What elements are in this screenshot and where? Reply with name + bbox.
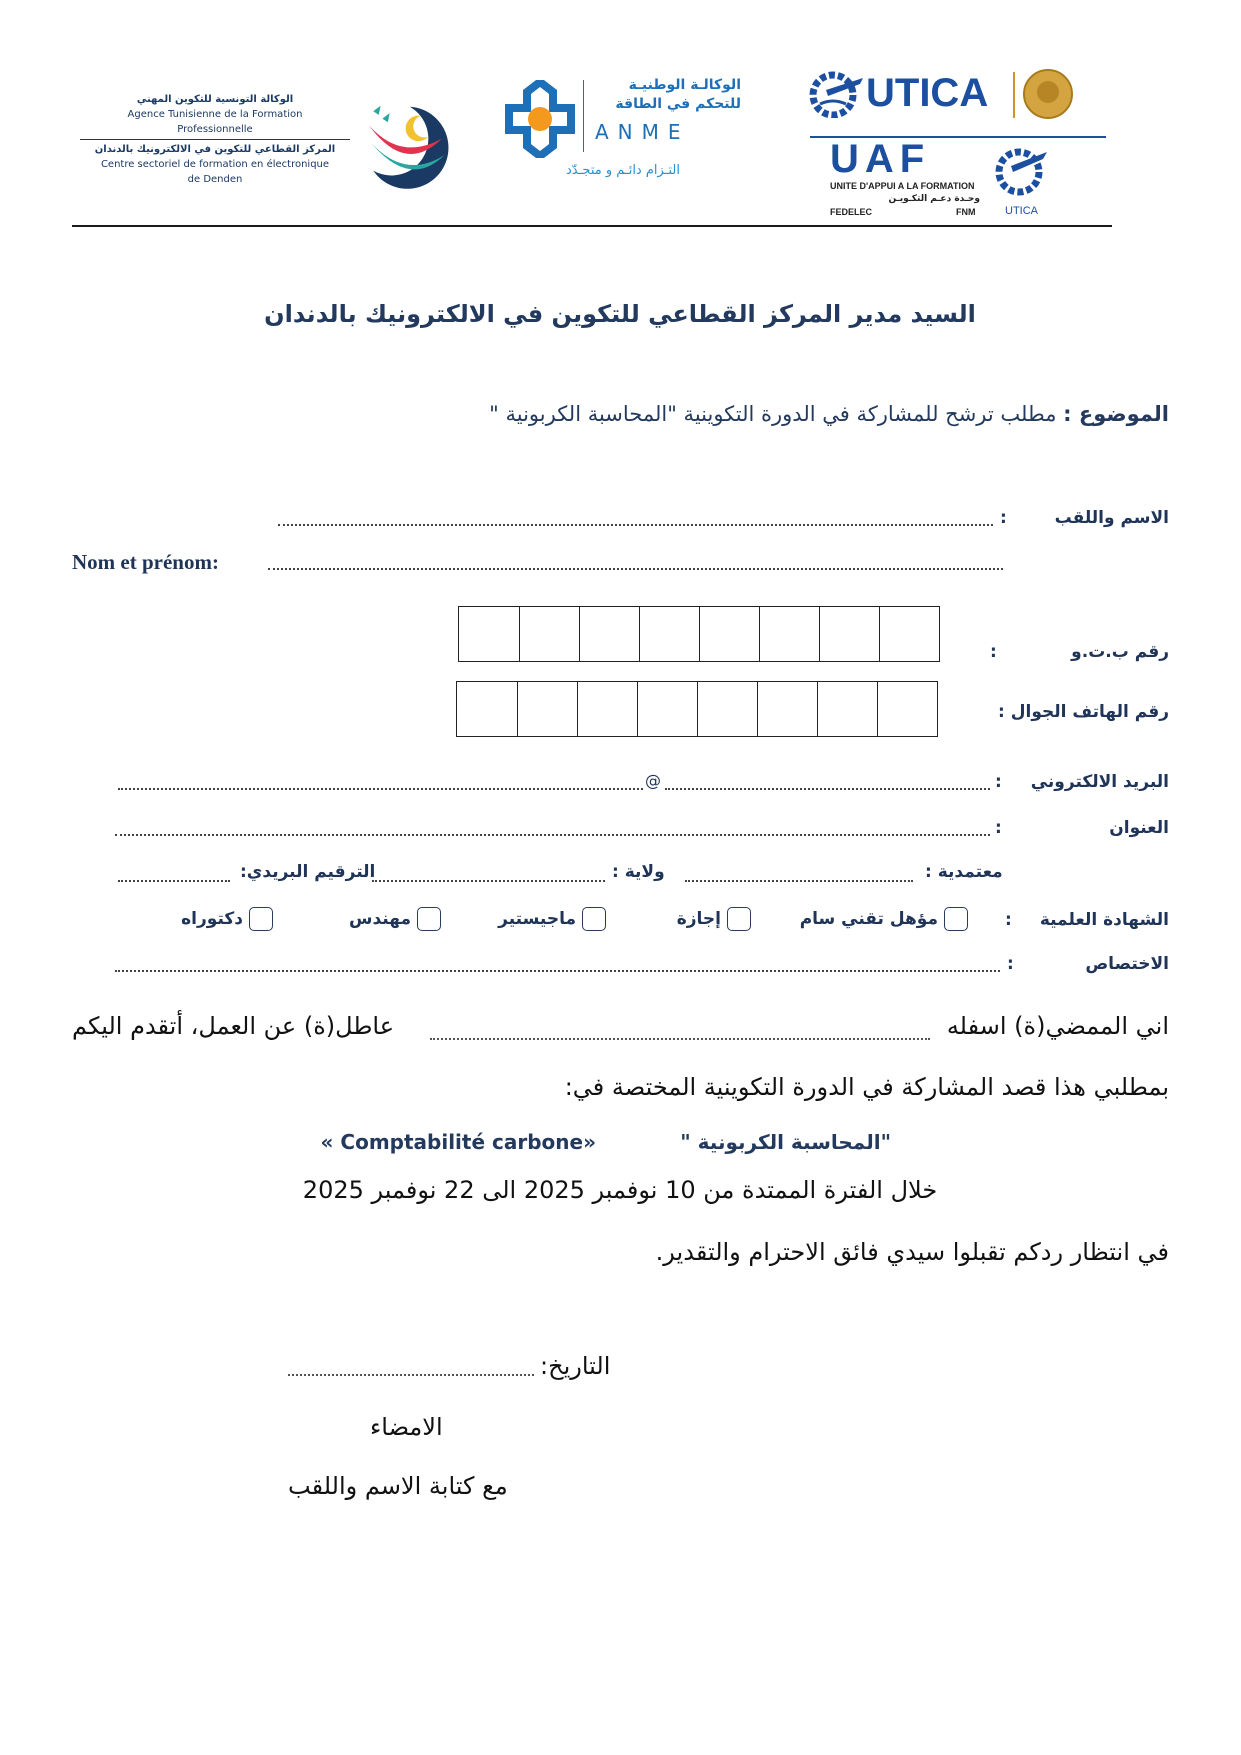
email-label: البريد الالكتروني [1030,772,1169,792]
phone-digit-box[interactable] [637,682,697,736]
degree-option-engineer[interactable] [349,907,441,931]
degree-colon: : [1005,910,1012,930]
utica-gear-small-icon [993,142,1049,198]
logo-left-line4: المركز القطاعي للتكوين في الالكترونيك بالدندان [94,144,336,155]
logo-left-line1: الوكالة التونسية للتكوين المهني [136,94,294,105]
governorate-label: ولاية : [612,862,665,882]
checkbox-licence[interactable] [727,907,751,931]
cin-digit-box[interactable] [759,607,819,661]
subject-text: مطلب ترشح للمشاركة في الدورة التكوينية "المحاسبة الكربونية " [489,402,1057,426]
phone-digit-box[interactable] [757,682,817,736]
declaration-name-field[interactable] [430,1036,930,1040]
phone-digit-box[interactable] [817,682,877,736]
checkbox-engineer[interactable] [417,907,441,931]
phone-label: رقم الهاتف الجوال : [998,702,1169,722]
anme-name-line1: الوكالـة الوطنيـة [628,77,741,93]
degree-master-label: ماجيستير [498,909,576,929]
anme-slogan: التـزام دائـم و متجـدّد [566,163,680,178]
fedelec-label: FEDELEC [830,207,873,217]
signature-label: الامضاء [370,1413,443,1441]
course-period: خلال الفترة الممتدة من 10 نوفمبر 2025 الى 22 نوفمبر 2025 [302,1176,938,1204]
degree-licence-label: إجازة [676,909,721,929]
recipient-heading: السيد مدير المركز القطاعي للتكوين في الالكترونيك بالدندان [264,300,976,328]
postal-code-label: الترقيم البريدي: [240,862,376,882]
delegation-label: معتمدية : [925,862,1003,882]
name-ar-colon: : [1000,508,1007,528]
declaration-line-end: عاطل(ة) عن العمل، أتقدم اليكم [72,1012,395,1040]
email-at-sign: @ [645,771,661,790]
signature-name-note: مع كتابة الاسم واللقب [288,1472,508,1500]
phone-digit-box[interactable] [577,682,637,736]
degree-engineer-label: مهندس [349,909,411,929]
anme-name-line2: للتحكم في الطاقة [615,96,741,112]
cin-digit-box[interactable] [519,607,579,661]
delegation-field[interactable] [685,878,913,882]
utica-small-label: UTICA [1005,205,1038,217]
closing-line: في انتظار ردكم تقبلوا سيدي فائق الاحترام والتقدير. [655,1238,1169,1266]
nobel-medal-icon [1022,68,1074,120]
cin-boxes [458,606,940,662]
degree-option-bts[interactable] [800,907,968,931]
checkbox-bts[interactable] [944,907,968,931]
anme-acronym: ANME [595,120,690,144]
fnm-label: FNM [956,207,976,217]
degree-label: الشهادة العلمية [1039,910,1169,930]
name-ar-field[interactable] [278,522,993,526]
email-user-field[interactable] [118,786,643,790]
logo-left-line6: de Denden [187,174,243,185]
address-colon: : [995,818,1002,838]
course-name-fr: « Comptabilité carbone» [320,1130,596,1154]
email-colon: : [995,772,1002,792]
phone-digit-box[interactable] [517,682,577,736]
cin-colon: : [990,642,997,662]
address-label: العنوان [1109,818,1169,838]
declaration-line-start: اني الممضي(ة) اسفله [946,1012,1169,1040]
phone-digit-box[interactable] [697,682,757,736]
degree-doctorate-label: دكتوراه [181,909,243,929]
name-ar-label: الاسم واللقب [1054,508,1169,528]
governorate-field[interactable] [372,878,605,882]
cin-digit-box[interactable] [459,607,519,661]
logo-left-line3: Professionnelle [80,122,350,140]
logo-utica-uaf [808,64,1108,224]
checkbox-doctorate[interactable] [249,907,273,931]
degree-option-master[interactable] [498,907,606,931]
postal-code-field[interactable] [118,878,230,882]
specialty-field[interactable] [115,968,1000,972]
utica-gear-icon [808,68,868,118]
header-divider [72,225,1112,227]
email-domain-field[interactable] [665,786,990,790]
name-fr-field[interactable] [268,566,1003,570]
cin-label: رقم ب.ت.و [1071,642,1169,662]
logo-left-line2: Agence Tunisienne de la Formation [127,109,303,120]
logo-atfp-denden [80,88,460,210]
phone-digit-box[interactable] [877,682,937,736]
degree-bts-label: مؤهل تقني سام [799,909,938,929]
cin-digit-box[interactable] [639,607,699,661]
phone-digit-box[interactable] [457,682,517,736]
uaf-wordmark: UAF [830,137,931,181]
subject-label: الموضوع : [1063,402,1169,426]
logo-left-line5: Centre sectoriel de formation en électronique [100,159,330,170]
specialty-colon: : [1007,954,1014,974]
utica-wordmark: UTICA [866,71,989,115]
logo-anme [505,76,745,190]
anme-emblem-icon [505,80,575,158]
checkbox-master[interactable] [582,907,606,931]
name-fr-label: Nom et prénom: [72,550,219,574]
request-line: بمطلبي هذا قصد المشاركة في الدورة التكوينية المختصة في: [564,1073,1169,1101]
phone-boxes [456,681,938,737]
date-field[interactable] [288,1372,534,1376]
subject-line [449,402,1169,426]
course-name-ar: "المحاسبة الكربونية " [680,1130,891,1154]
atfp-swoosh-icon [355,88,460,203]
uaf-subtitle-ar: وحـدة دعـم التكـويـن [888,194,980,204]
degree-option-licence[interactable] [677,907,751,931]
address-field[interactable] [115,832,990,836]
degree-option-doctorate[interactable] [181,907,273,931]
uaf-subtitle-fr: UNITE D'APPUI A LA FORMATION [830,181,975,191]
cin-digit-box[interactable] [579,607,639,661]
cin-digit-box[interactable] [819,607,879,661]
cin-digit-box[interactable] [699,607,759,661]
specialty-label: الاختصاص [1085,954,1169,974]
cin-digit-box[interactable] [879,607,939,661]
date-label: التاريخ: [540,1352,611,1380]
